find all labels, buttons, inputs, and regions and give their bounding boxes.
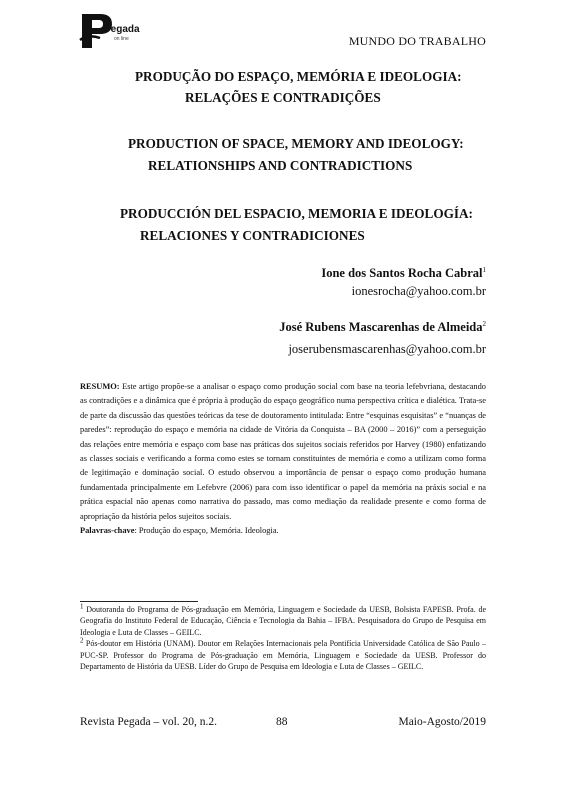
abstract bbox=[80, 380, 486, 538]
abstract-label: RESUMO: bbox=[80, 382, 120, 391]
keywords-label: Palavras-chave bbox=[80, 526, 135, 536]
logo-wordmark: Pegada bbox=[104, 24, 140, 35]
logo-subtitle: on line bbox=[114, 36, 129, 42]
section-label: MUNDO DO TRABALHO bbox=[348, 34, 486, 48]
footnote-2-text: Pós-doutor em História (UNAM). Doutor em Relações Internacionais pela Pontifícia Universidade Católica de São Paulo – PUC-SP. Professor do Programa de Pós-graduação em Memória, Linguagem e Sociedade da UESB. Professor do Departamento de História da UESB. Líder do Grupo de Pesquisa em Ideologia e Luta de Classes – GEILC. bbox=[80, 639, 486, 672]
footnote-1-number: 1 bbox=[80, 602, 84, 611]
author-2-email[interactable]: joserubensmascarenhas@yahoo.com.br bbox=[288, 342, 486, 356]
keywords-text: : Produção do espaço, Memória. Ideologia. bbox=[134, 526, 279, 536]
footnote-divider bbox=[80, 601, 198, 602]
author-2-footnote-ref[interactable]: 2 bbox=[482, 319, 486, 328]
title-es-line1: PRODUCCIÓN DEL ESPACIO, MEMORIA E IDEOLOGÍA: bbox=[120, 206, 473, 221]
title-en-line2: RELATIONSHIPS AND CONTRADICTIONS bbox=[148, 158, 413, 173]
title-es-line2: RELACIONES Y CONTRADICIONES bbox=[140, 228, 365, 243]
title-pt-line2: RELAÇÕES E CONTRADIÇÕES bbox=[185, 90, 381, 105]
title-pt-line1: PRODUÇÃO DO ESPAÇO, MEMÓRIA E IDEOLOGIA: bbox=[135, 69, 462, 84]
keywords bbox=[80, 524, 486, 538]
author-2 bbox=[279, 320, 486, 335]
title-en-line1: PRODUCTION OF SPACE, MEMORY AND IDEOLOGY: bbox=[128, 136, 464, 151]
footnote-1 bbox=[80, 604, 486, 638]
footer-date: Maio-Agosto/2019 bbox=[398, 716, 486, 728]
author-1-email[interactable]: ionesrocha@yahoo.com.br bbox=[351, 284, 486, 298]
footnote-2-number: 2 bbox=[80, 636, 84, 645]
author-1 bbox=[321, 266, 486, 281]
footnotes bbox=[80, 604, 486, 672]
footnote-2 bbox=[80, 638, 486, 672]
abstract-text: Este artigo propõe-se a analisar o espaço como produção social com base na teoria lefebvriana, destacando as contradições e a dinâmica que é própria à produção do espaço geográfico numa perspectiva crítica e dialética. Trata-se de parte da discussão das questões teóricas da tese de doutoramento intitulada: Entre “esquinas esquisitas” e “nuanças de paredes”: reprodução do espaço e memória na cidade de Vitória da Conquista – BA (2000 – 2016)” com a perseguição das relações entre memória e espaço com base nas práticas dos sujeitos sociais referidos por Harvey (1980) enfatizando as classes sociais e verificando a forma como estes se tornam constituintes de memória e como a utilizam como forma de legitimação e dominação social. O estudo observou a importância de pensar o espaço como produção humana fundamentada principalmente em Lefebvre (2006) para com isso identificar o papel da memória na práxis social e na prática espacial não apenas como narrativa do passado, mas como mediação da realidade presente e como forma de apropriação da história pelos sujeitos sociais. bbox=[80, 382, 486, 521]
author-1-footnote-ref[interactable]: 1 bbox=[482, 265, 486, 274]
page-number: 88 bbox=[276, 716, 288, 728]
footer-journal: Revista Pegada – vol. 20, n.2. bbox=[80, 716, 218, 728]
abstract-body bbox=[80, 380, 486, 524]
journal-logo bbox=[78, 10, 148, 50]
author-2-name: José Rubens Mascarenhas de Almeida bbox=[279, 320, 483, 334]
author-1-name: Ione dos Santos Rocha Cabral bbox=[321, 266, 483, 280]
footnote-1-text: Doutoranda do Programa de Pós-graduação em Memória, Linguagem e Sociedade da UESB, Bolsista FAPESB. Profa. de Geografia do Instituto Federal de Educação, Ciência e Tecnologia da Bahia – IFBA. Pesquisadora do Grupo de Pesquisa em Ideologia e Luta de Classes – GEILC. bbox=[80, 605, 486, 637]
